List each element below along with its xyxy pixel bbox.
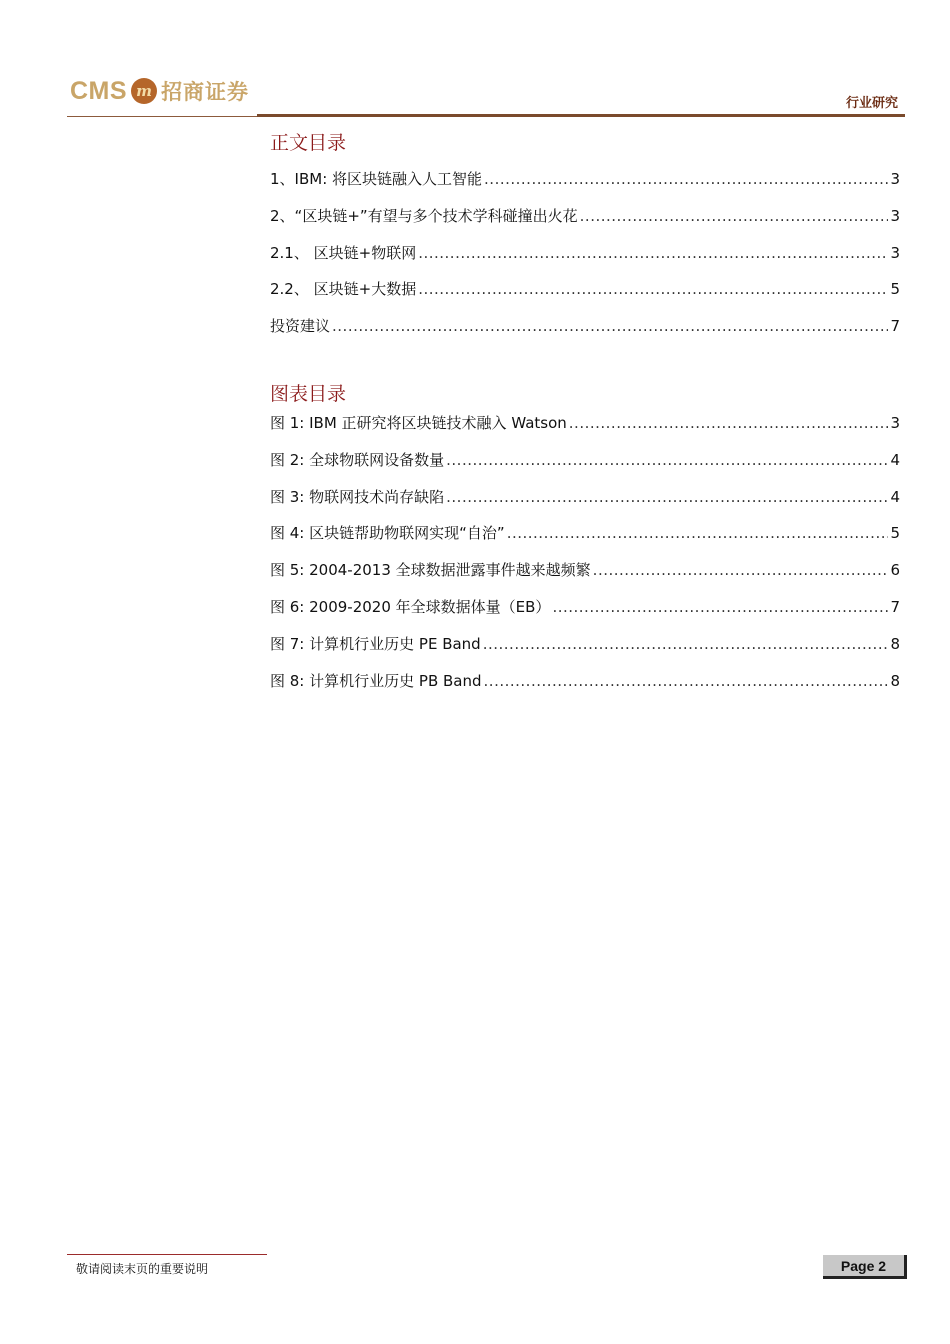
footer-divider	[67, 1254, 267, 1255]
toc-dot-leader	[484, 672, 888, 690]
figure-entry[interactable]	[270, 449, 900, 486]
toc-dot-leader	[446, 451, 888, 469]
logo-emblem-icon: m	[131, 78, 157, 104]
toc-dot-leader	[418, 280, 888, 298]
logo-chinese-text: 招商证券	[161, 80, 250, 104]
disclaimer-note: 敬请阅读末页的重要说明	[76, 1262, 209, 1276]
figure-entry-page: 7	[890, 597, 900, 616]
figure-entry-page: 8	[890, 671, 900, 690]
figure-entry-text: 图 6: 2009-2020 年全球数据体量（EB）	[270, 597, 551, 616]
toc-dot-leader	[484, 170, 888, 188]
toc-entry-text: 2、“区块链+”有望与多个技术学科碰撞出火花	[270, 206, 578, 225]
logo-latin-text: CMS	[70, 76, 128, 105]
figures-title: 图表目录	[270, 383, 347, 405]
figure-entry-page: 6	[890, 561, 900, 580]
figure-entry[interactable]	[270, 412, 900, 449]
brand-logo	[70, 74, 249, 108]
toc-dot-leader	[332, 317, 888, 335]
toc-entry-text: 1、IBM: 将区块链融入人工智能	[270, 170, 483, 188]
contents-list	[270, 168, 900, 352]
toc-dot-leader	[552, 598, 888, 616]
figure-entry-page: 8	[890, 634, 900, 653]
header-divider-bold	[257, 114, 905, 117]
figure-entry-page: 4	[890, 487, 900, 506]
figure-entry-text: 图 1: IBM 正研究将区块链技术融入 Watson	[270, 414, 567, 432]
toc-entry-text: 2.2、 区块链+大数据	[270, 280, 417, 299]
toc-dot-leader	[593, 561, 888, 579]
figure-entry-text: 图 2: 全球物联网设备数量	[270, 450, 445, 469]
contents-title: 正文目录	[270, 132, 347, 154]
figure-entry-text: 图 3: 物联网技术尚存缺陷	[270, 487, 445, 506]
toc-entry[interactable]	[270, 168, 900, 205]
toc-entry-page: 3	[890, 206, 900, 225]
report-category: 行业研究	[845, 96, 898, 111]
figures-list	[270, 412, 900, 706]
figure-entry-page: 4	[890, 450, 900, 469]
figure-entry[interactable]	[270, 522, 900, 559]
toc-entry-text: 2.1、 区块链+物联网	[270, 243, 417, 262]
figure-entry-text: 图 4: 区块链帮助物联网实现“自治”	[270, 524, 505, 543]
toc-dot-leader	[580, 207, 888, 225]
figure-entry[interactable]	[270, 486, 900, 523]
toc-entry[interactable]	[270, 315, 900, 352]
toc-entry-page: 3	[890, 170, 900, 188]
figure-entry[interactable]	[270, 596, 900, 633]
toc-dot-leader	[483, 635, 888, 653]
toc-entry-page: 5	[890, 280, 900, 299]
toc-dot-leader	[507, 524, 888, 542]
toc-dot-leader	[446, 488, 888, 506]
toc-entry[interactable]	[270, 205, 900, 242]
figure-entry[interactable]	[270, 559, 900, 596]
toc-dot-leader	[569, 414, 888, 432]
figure-entry[interactable]	[270, 633, 900, 670]
toc-entry-text: 投资建议	[270, 317, 331, 336]
toc-entry[interactable]	[270, 278, 900, 315]
figure-entry[interactable]	[270, 670, 900, 707]
figure-entry-text: 图 8: 计算机行业历史 PB Band	[270, 671, 482, 690]
toc-entry-page: 7	[890, 317, 900, 336]
figure-entry-page: 3	[890, 414, 900, 432]
toc-dot-leader	[418, 244, 888, 262]
page-number-badge: Page 2	[823, 1255, 907, 1279]
figure-entry-text: 图 5: 2004-2013 全球数据泄露事件越来越频繁	[270, 561, 591, 580]
toc-entry[interactable]	[270, 242, 900, 279]
figure-entry-page: 5	[890, 524, 900, 543]
figure-entry-text: 图 7: 计算机行业历史 PE Band	[270, 634, 481, 653]
toc-entry-page: 3	[890, 243, 900, 262]
